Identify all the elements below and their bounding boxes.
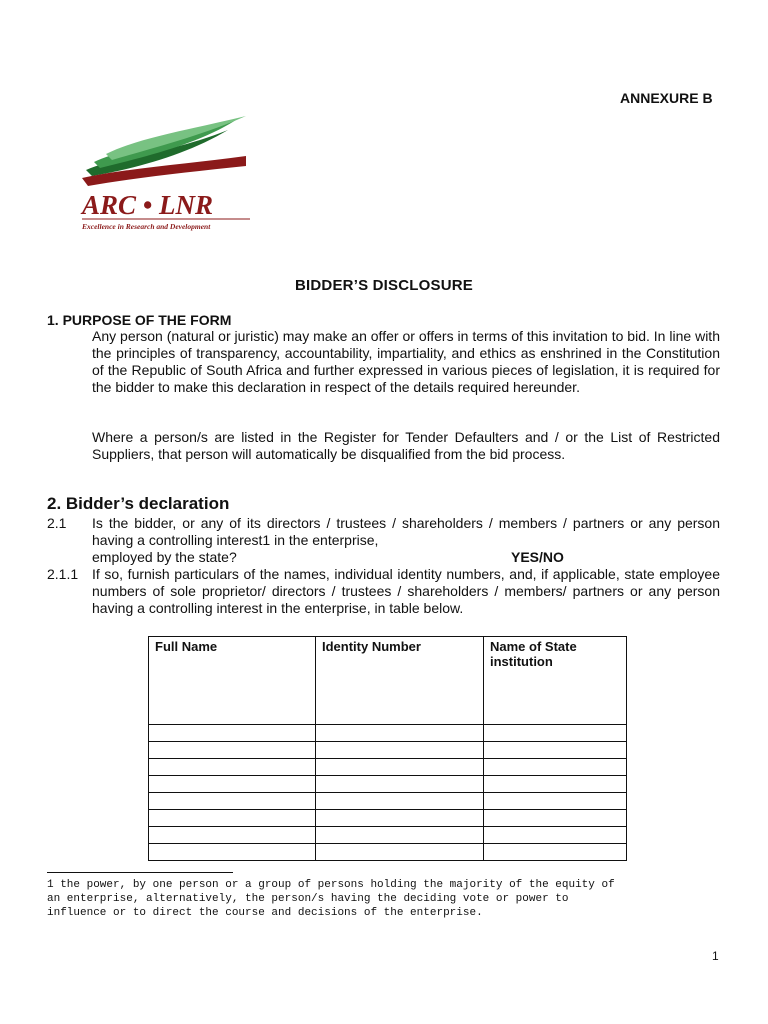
section2-heading: 2. Bidder’s declaration [47, 494, 230, 513]
table-cell[interactable] [149, 827, 316, 844]
table-cell[interactable] [149, 844, 316, 861]
table-cell[interactable] [484, 827, 627, 844]
page-number: 1 [712, 949, 719, 963]
item-2-1-number: 2.1 [47, 515, 67, 531]
table-row [149, 742, 627, 759]
table-cell[interactable] [484, 793, 627, 810]
table-header-row [149, 637, 627, 725]
section1-paragraph-2: Where a person/s are listed in the Register for Tender Defaulters and / or the List of Restricted Suppliers, that person will automatically be disqualified from the bid process. [92, 429, 720, 462]
table-cell[interactable] [316, 759, 484, 776]
table-cell[interactable] [484, 844, 627, 861]
table-cell[interactable] [149, 810, 316, 827]
table-row [149, 827, 627, 844]
table-cell[interactable] [484, 742, 627, 759]
item-2-1-1-text: If so, furnish particulars of the names, individual identity numbers, and, if applicable, state employee numbers of sole proprietor/ directors / trustees / shareholders / members/ partners or any person having a controlling interest in the enterprise, in table below. [92, 566, 720, 616]
table-cell[interactable] [149, 759, 316, 776]
table-cell[interactable] [484, 725, 627, 742]
table-cell[interactable] [484, 810, 627, 827]
table-row [149, 844, 627, 861]
logo-name: ARC • LNR [82, 190, 213, 220]
table-cell[interactable] [316, 725, 484, 742]
logo-tagline: Excellence in Research and Development [82, 222, 211, 231]
table-body [149, 725, 627, 861]
header-identity-number: Identity Number [316, 637, 484, 725]
table-cell[interactable] [316, 742, 484, 759]
page-title: BIDDER’S DISCLOSURE [295, 277, 473, 294]
footnote-rule [47, 872, 233, 873]
header-full-name: Full Name [149, 637, 316, 725]
table-cell[interactable] [316, 827, 484, 844]
section1-paragraph-1: Any person (natural or juristic) may make an offer or offers in terms of this invitation to bid. In line with the principles of transparency, accountability, impartiality, and ethics as enshrined in the Constitution of the Republic of South Africa and further expressed in various pieces of legislation, it is required for the bidder to make this declaration in respect of the details required hereunder. [92, 328, 720, 395]
table-cell[interactable] [484, 759, 627, 776]
footnote: 1 the power, by one person or a group of persons holding the majority of the equity of an enterprise, alternatively, the person/s having the deciding vote or power to influence or to direct the course and decisions of the enterprise. [47, 879, 615, 919]
item-2-1-state-question: employed by the state? [92, 549, 237, 565]
table-cell[interactable] [316, 776, 484, 793]
section1-heading: 1. PURPOSE OF THE FORM [47, 312, 232, 328]
table-cell[interactable] [316, 810, 484, 827]
annexure-label: ANNEXURE B [620, 90, 713, 106]
item-2-1-1-number: 2.1.1 [47, 566, 79, 582]
table-cell[interactable] [316, 793, 484, 810]
table-cell[interactable] [149, 793, 316, 810]
table-cell[interactable] [149, 725, 316, 742]
table-row [149, 776, 627, 793]
arc-lnr-logo [78, 116, 256, 238]
table-row [149, 725, 627, 742]
particulars-table [148, 636, 627, 861]
table-row [149, 759, 627, 776]
table-cell[interactable] [484, 776, 627, 793]
item-2-1-text: Is the bidder, or any of its directors / trustees / shareholders / members / partners or any person having a controlling interest1 in the enterprise, [92, 515, 720, 548]
table-cell[interactable] [316, 844, 484, 861]
yes-no-answer[interactable]: YES/NO [511, 549, 564, 565]
table-row [149, 793, 627, 810]
table-row [149, 810, 627, 827]
header-state-institution: Name of State institution [484, 637, 627, 725]
table-cell[interactable] [149, 742, 316, 759]
table-cell[interactable] [149, 776, 316, 793]
